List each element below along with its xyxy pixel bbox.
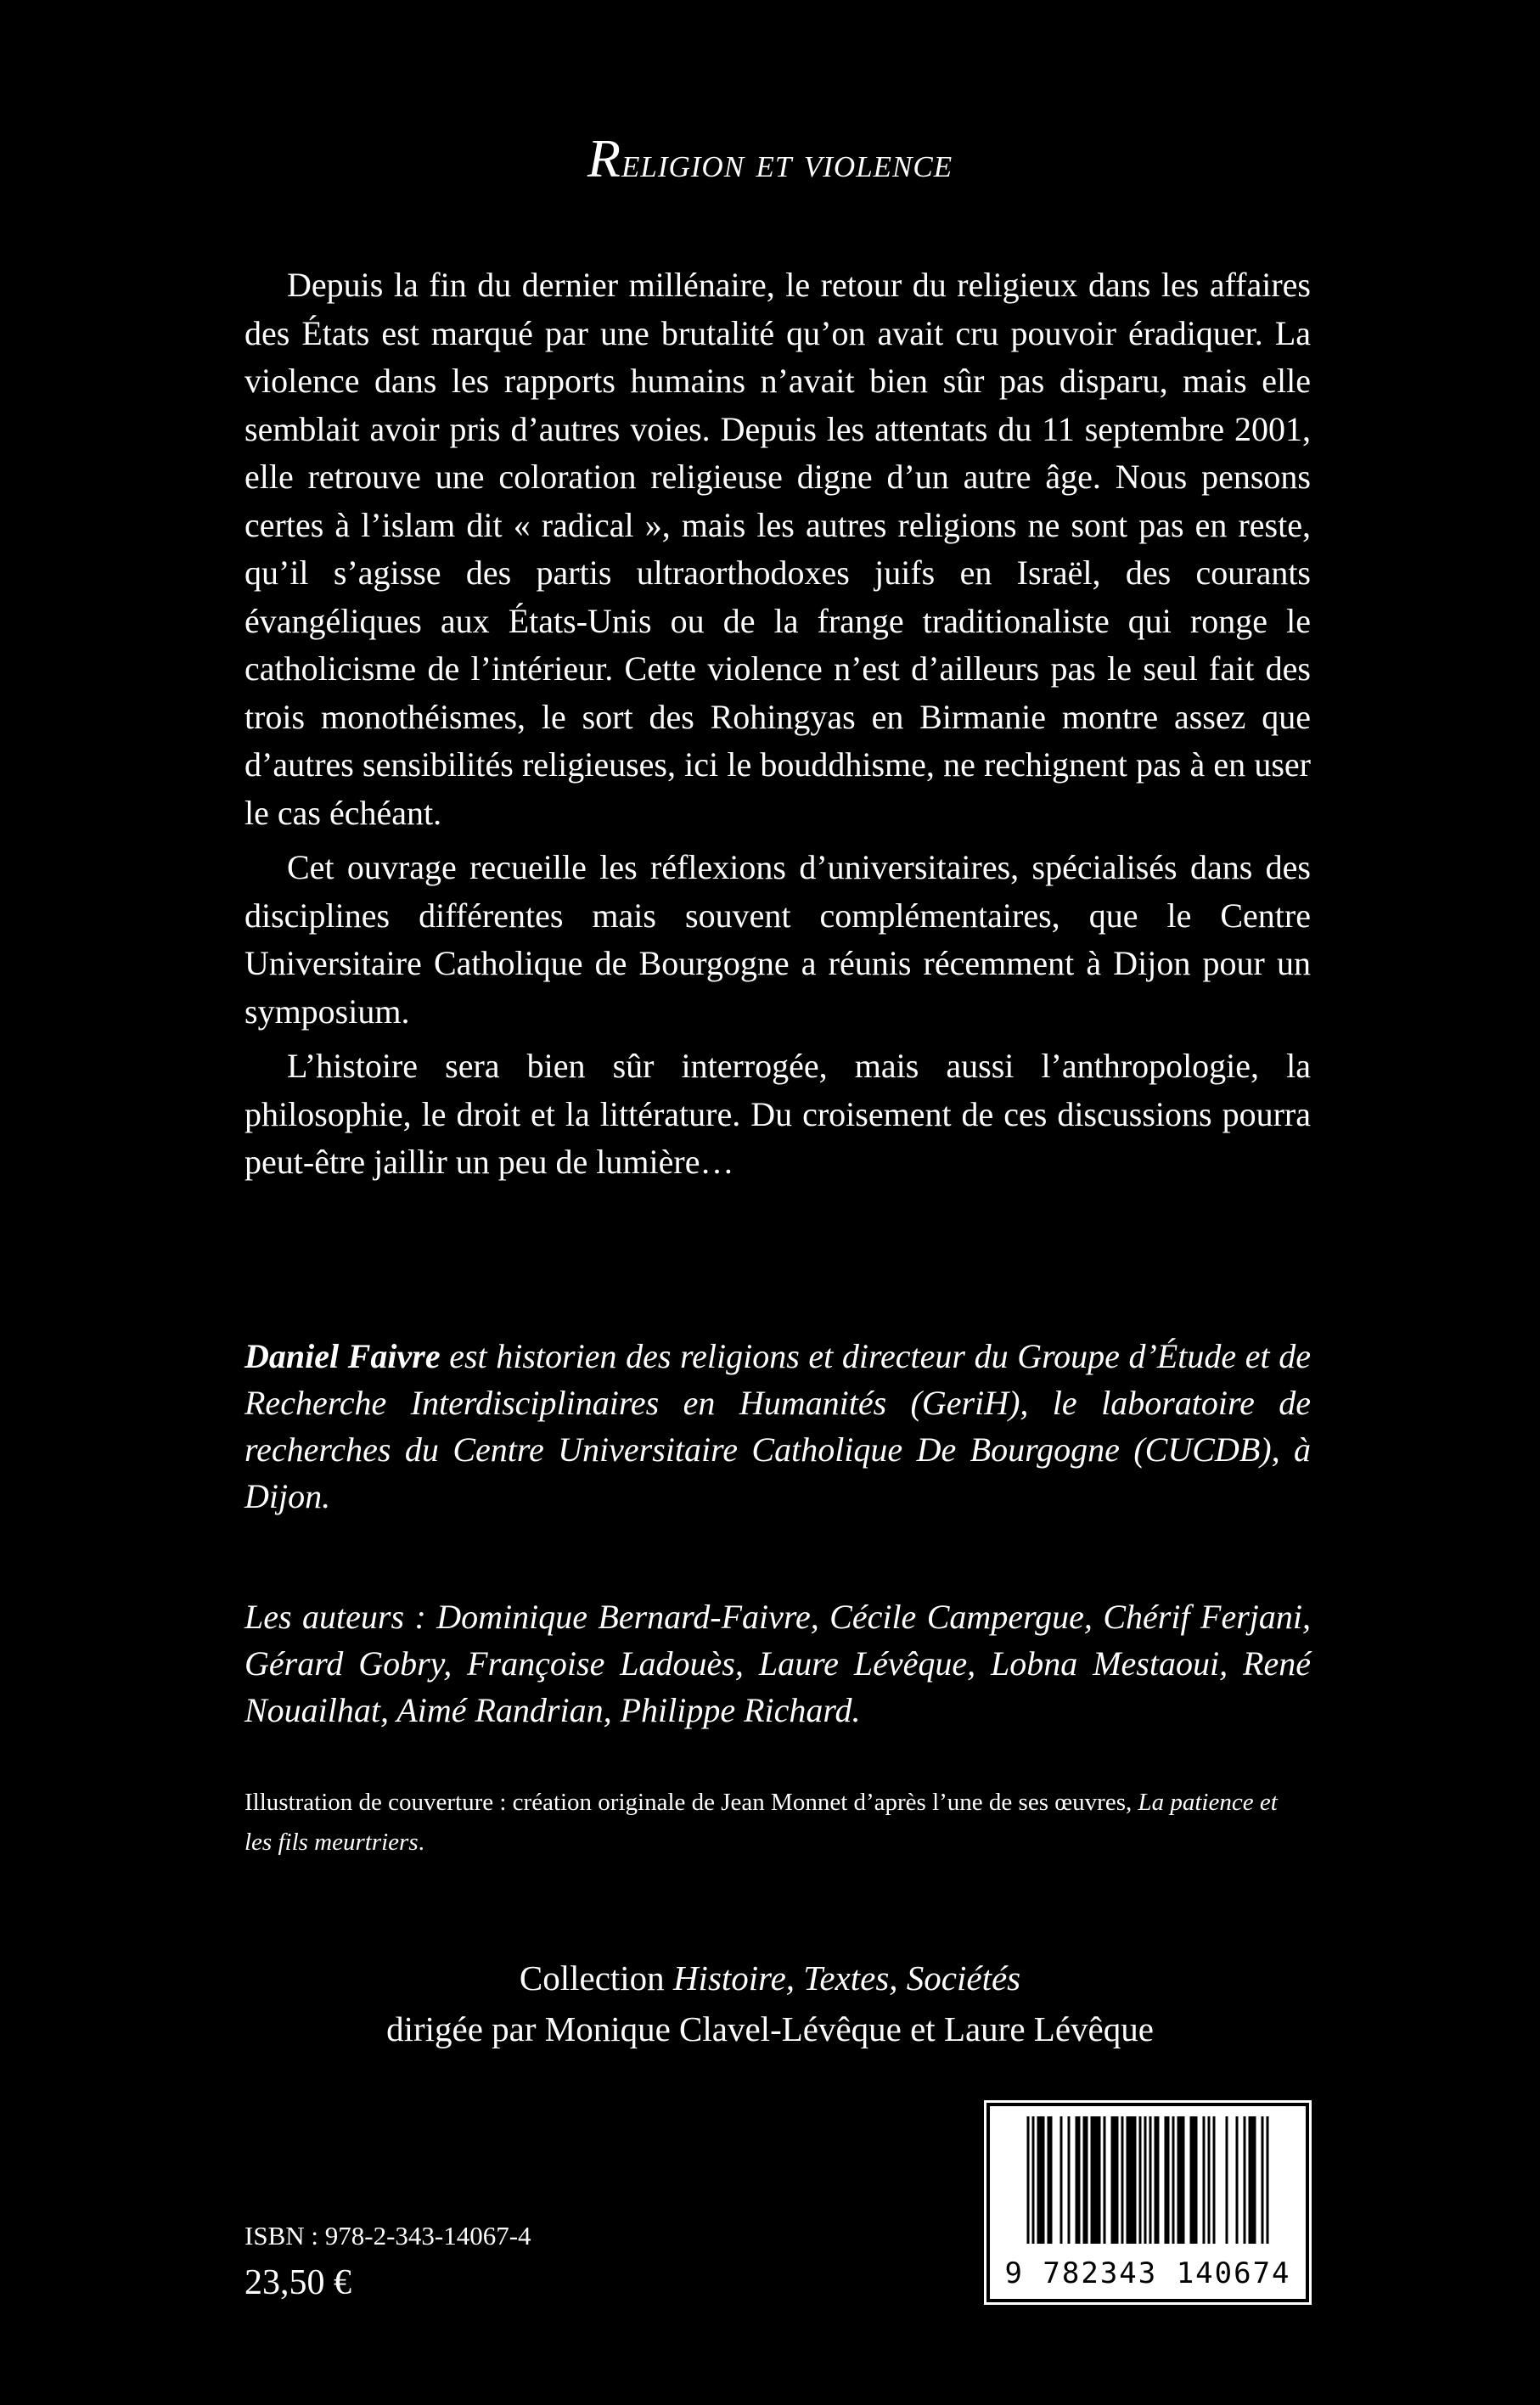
collection-name: Histoire, Textes, Sociétés xyxy=(672,1958,1021,1998)
barcode-bar xyxy=(1099,2116,1101,2244)
barcode-bar xyxy=(1037,2116,1040,2244)
collection-info xyxy=(0,1953,1540,2054)
barcode-bar xyxy=(1190,2116,1193,2244)
barcode-bar xyxy=(1155,2116,1157,2244)
barcode-bar xyxy=(1177,2116,1180,2244)
collection-line xyxy=(0,1953,1540,2003)
barcode-bar xyxy=(1076,2116,1078,2244)
barcode-bar xyxy=(1048,2116,1050,2244)
barcode-bar xyxy=(1132,2116,1134,2244)
barcode-bar xyxy=(1050,2116,1053,2244)
barcode-bar xyxy=(1203,2116,1206,2244)
summary-paragraph-2: Cet ouvrage recueille les réflexions d’universitaires, spécialisés dans des disciplines différentes mais souvent complémentaires, que le Centre Universitaire Catholique de Bourgogne a réunis récemment à Dijon pour un symposium. xyxy=(244,848,1311,1031)
cover-credit-end: . xyxy=(418,1829,424,1856)
cover-credit-text: Illustration de couverture : création originale de Jean Monnet d’après l’une de ses œuvres, xyxy=(244,1789,1138,1816)
barcode-bar xyxy=(1091,2116,1093,2244)
barcode-bar xyxy=(1129,2116,1132,2244)
barcode-bar xyxy=(1111,2116,1114,2244)
barcode-bar xyxy=(1180,2116,1183,2244)
author-bio-text: est historien des religions et directeur du Groupe d’Étude et de Recherche Interdisciplinaires en Humanités (GeriH), le laboratoire de recherches du Centre Universitaire Catholique De Bourgogne (CUCDB), à Dijon. xyxy=(244,1337,1311,1515)
barcode-bar xyxy=(1183,2116,1185,2244)
barcode-bar xyxy=(1093,2116,1096,2244)
book-title xyxy=(0,127,1540,190)
barcode-digits: 9 782343 140674 xyxy=(1004,2256,1291,2290)
barcode-bar xyxy=(1139,2116,1142,2244)
barcode-bar xyxy=(1032,2116,1035,2244)
barcode-bar xyxy=(1060,2116,1063,2244)
cover-credit xyxy=(244,1783,1311,1863)
price: 23,50 € xyxy=(244,2263,351,2302)
barcode-bar xyxy=(1172,2116,1175,2244)
summary-paragraph-1: Depuis la fin du dernier millénaire, le retour du religieux dans les affaires des États est marqué par une brutalité qu’on avait cru pouvoir éradiquer. La violence dans les rapports humains n’avait bien sûr pas disparu, mais elle semblait avoir pris d’autres voies. Depuis les attentats du 11 septembre 2001, elle retrouve une coloration religieuse digne d’un autre âge. Nous pensons certes à l’islam dit « radical », mais les autres religions ne sont pas en reste, qu’il s’agisse des partis ultraorthodoxes juifs en Israël, des courants évangéliques aux États-Unis ou de la frange traditionaliste qui ronge le catholicisme de l’intérieur. Cette violence n’est d’ailleurs pas le seul fait des trois monothéismes, le sort des Rohingyas en Birmanie montre assez que d’autres sensibilités religieuses, ici le bouddhisme, ne rechignent pas à en user le cas échéant. xyxy=(244,266,1311,832)
barcode-bar xyxy=(1165,2116,1167,2244)
barcode-bar xyxy=(1078,2116,1081,2244)
barcode-bar xyxy=(1167,2116,1170,2244)
collection-prefix: Collection xyxy=(519,1958,673,1998)
barcode-bar xyxy=(1127,2116,1129,2244)
author-name: Daniel Faivre xyxy=(244,1337,441,1375)
summary-paragraph-3: L’histoire sera bien sûr interrogée, mais aussi l’anthropologie, la philosophie, le droit et la littérature. Du croisement de ces discussions pourra peut-être jaillir un peu de lumière… xyxy=(244,1047,1311,1181)
barcode-bar xyxy=(1213,2116,1216,2244)
barcode-bar xyxy=(1236,2116,1239,2244)
barcode-bar xyxy=(1134,2116,1137,2244)
barcode-bar xyxy=(1251,2116,1254,2244)
barcode-bar xyxy=(1208,2116,1211,2244)
barcode-bar xyxy=(1267,2116,1269,2244)
barcode-bar xyxy=(1262,2116,1264,2244)
barcode-bars xyxy=(990,2106,1306,2250)
contributors-list: Les auteurs : Dominique Bernard-Faivre, Cécile Campergue, Chérif Ferjani, Gérard Gobry, Françoise Ladouès, Laure Lévêque, Lobna Mestaoui, René Nouailhat, Aimé Randrian, Philippe Richard. xyxy=(244,1598,1311,1729)
barcode-bar xyxy=(1121,2116,1124,2244)
barcode-bar xyxy=(1114,2116,1116,2244)
barcode-bar xyxy=(1068,2116,1071,2244)
barcode-bar xyxy=(1149,2116,1152,2244)
title-rest: eligion et violence xyxy=(621,138,953,186)
cover-credit-work: La patience et les fils meurtriers xyxy=(244,1789,1278,1856)
author-bio xyxy=(244,1333,1311,1520)
collection-editors: dirigée par Monique Clavel-Lévêque et Laure Lévêque xyxy=(386,2009,1154,2048)
barcode-bar xyxy=(1104,2116,1106,2244)
barcode-bar xyxy=(1193,2116,1195,2244)
barcode-bar xyxy=(1144,2116,1147,2244)
barcode-bar xyxy=(1086,2116,1088,2244)
barcode-bar xyxy=(1157,2116,1160,2244)
book-summary xyxy=(244,261,1311,1194)
barcode-bar xyxy=(1027,2116,1030,2244)
barcode-bar xyxy=(1226,2116,1228,2244)
barcode-bar xyxy=(1116,2116,1119,2244)
barcode-bar xyxy=(1249,2116,1251,2244)
barcode-bar xyxy=(1083,2116,1086,2244)
barcode xyxy=(986,2103,1309,2302)
title-initial: R xyxy=(587,128,621,188)
isbn: ISBN : 978-2-343-14067-4 xyxy=(244,2221,531,2250)
barcode-bar xyxy=(1043,2116,1045,2244)
barcode-bar xyxy=(1195,2116,1198,2244)
barcode-bar xyxy=(1040,2116,1043,2244)
barcode-bar xyxy=(1096,2116,1099,2244)
barcode-bar xyxy=(1254,2116,1256,2244)
barcode-bar xyxy=(1244,2116,1246,2244)
